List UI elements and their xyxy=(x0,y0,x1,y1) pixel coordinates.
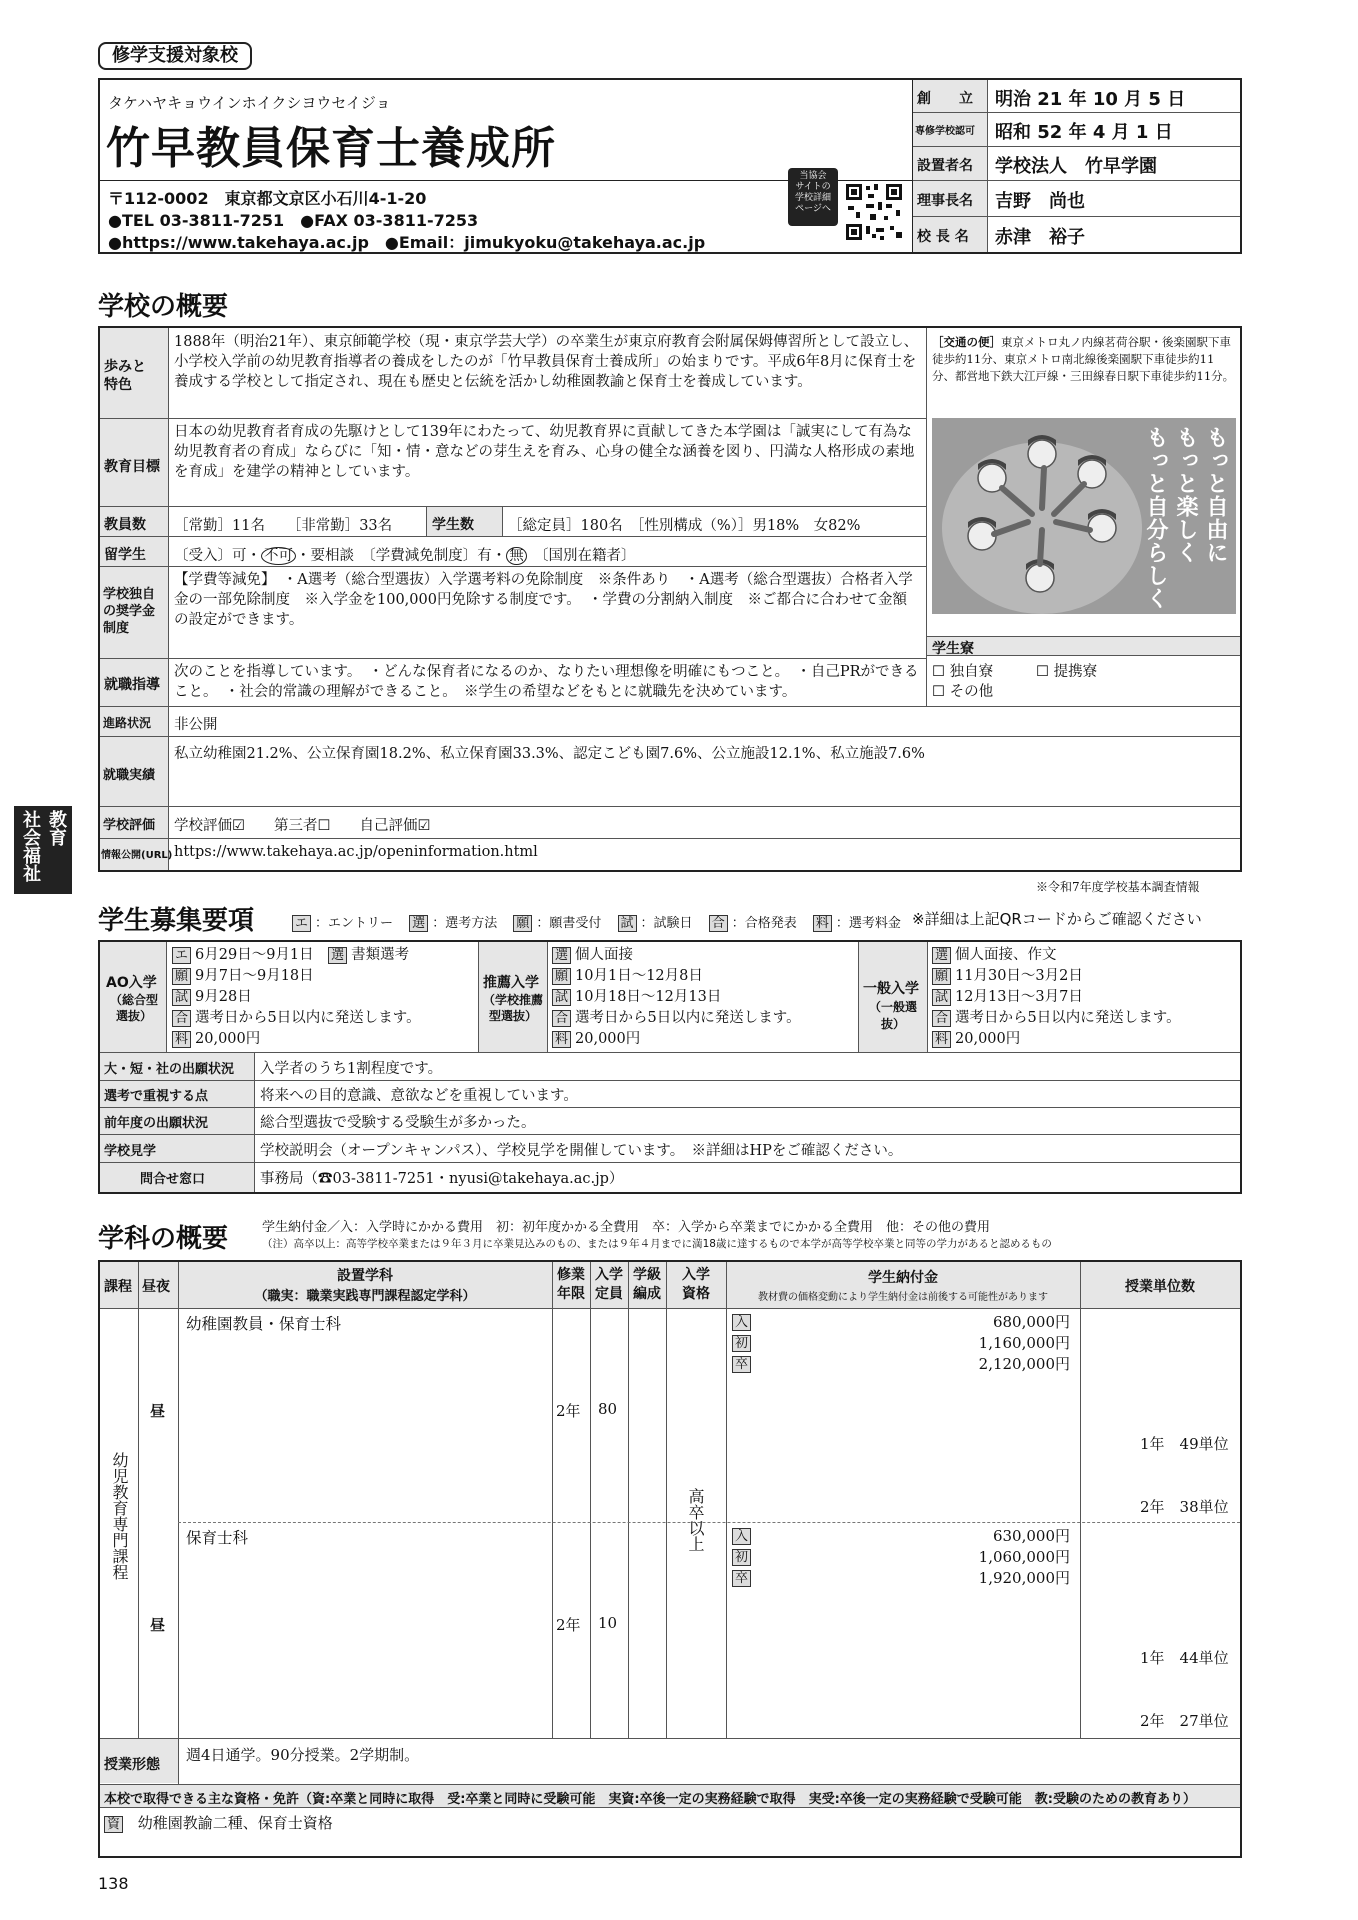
gen-apply-tag: 願 xyxy=(932,968,951,985)
eval-label: 学校評価 xyxy=(103,818,156,833)
info-value-principal: 赤津 裕子 xyxy=(995,227,1085,248)
gen-details xyxy=(932,945,1181,1050)
dept-table xyxy=(98,1260,1242,1858)
header-dept: 設置学科 xyxy=(337,1268,393,1284)
ao-select-tag: 選 xyxy=(328,947,347,964)
dept1-years: 2年 xyxy=(556,1402,581,1420)
legend-tag-fee: 料 xyxy=(813,915,832,932)
progress-text: 非公開 xyxy=(174,717,218,733)
dept2-name: 保育士科 xyxy=(186,1529,249,1547)
dept2-fee-total: 1,920,000円 xyxy=(978,1569,1070,1587)
ao-select: 書類選考 xyxy=(351,947,410,963)
info-value-approved: 昭和 52 年 4 月 1 日 xyxy=(995,122,1173,143)
fee-tag-total: 卒 xyxy=(732,1356,751,1373)
info-table xyxy=(913,80,1240,252)
school-url-email: ●https://www.takehaya.ac.jp ●Email：jimukyoku@takehaya.ac.jp xyxy=(108,233,706,252)
ao-fee-tag: 料 xyxy=(172,1031,191,1048)
rec-fee-tag: 料 xyxy=(552,1031,571,1048)
rec-label: 推薦入学 xyxy=(483,975,539,991)
dept-legend: 学生納付金／入：入学時にかかる費用 初：初年度かかる全費用 卒：入学から卒業までにかかる全費用 他：その他の費用 xyxy=(262,1220,991,1235)
intl-label: 留学生 xyxy=(104,547,146,563)
school-name: 竹早教員保育士養成所 xyxy=(106,123,556,174)
apply-status-value: 入学者のうち1割程度です。 xyxy=(260,1061,443,1077)
class-form-label: 授業形態 xyxy=(104,1757,160,1773)
header-dept-sub: （職実：職業実践専門課程認定学科） xyxy=(254,1289,476,1304)
intl-accept: 〔受入〕可・ xyxy=(174,548,261,564)
ao-details xyxy=(172,945,421,1050)
info-label-approved: 専修学校認可 xyxy=(915,126,975,137)
info-label-principal: 校 長 名 xyxy=(917,229,969,245)
page-number: 138 xyxy=(98,1874,129,1893)
qual-row xyxy=(104,1812,333,1833)
header-units: 授業単位数 xyxy=(1125,1279,1195,1295)
photo-slogan: もっと自由に もっと楽しく もっと自分らしく xyxy=(1143,426,1228,610)
rec-exam: 10月18日～12月13日 xyxy=(575,989,722,1005)
jobs-label: 就職実績 xyxy=(103,768,156,783)
dept1-fee-entry: 680,000円 xyxy=(992,1313,1070,1331)
header-years: 修業 年限 xyxy=(557,1267,585,1302)
header-fee: 学生納付金 xyxy=(868,1270,938,1286)
dept2-units-1: 1年 44単位 xyxy=(1140,1649,1229,1667)
disclosure-label: 情報公開(URL) xyxy=(101,850,173,861)
contact-value[interactable]: 事務局（☎03-3811-7251・nyusi@takehaya.ac.jp） xyxy=(260,1171,624,1187)
dept1-units-1: 1年 49単位 xyxy=(1140,1435,1229,1453)
ao-exam-tag: 試 xyxy=(172,989,191,1006)
dept-note: （注）高卒以上：高等学校卒業または９年３月に卒業見込みのもの、または９年４月までに満18歳に達するもので本学が高等学校卒業と同等の学力があると認めるもの xyxy=(262,1238,1052,1250)
overview-table xyxy=(98,326,1242,872)
header-fee-sub: 教材費の価格変動により学生納付金は前後する可能性があります xyxy=(758,1292,1048,1303)
info-value-founded: 明治 21 年 10 月 5 日 xyxy=(995,89,1186,110)
qual-header: 本校で取得できる主な資格・免許（資:卒業と同時に取得 受:卒業と同時に受験可能 実資:卒後一定の実務経験で取得 実受:卒後一定の実務経験で受験可能 教:受験のための教育あり） xyxy=(104,1792,1196,1807)
career-text: 次のことを指導しています。 ・どんな保育者になるのか、なりたい理想像を明確にもつこと。 ・自己PRができること。 ・社会的常識の理解ができること。 ※学生の希望などをもとに就職先を決めています。 xyxy=(174,664,919,700)
intl-mid: ・要相談 〔学費減免制度〕有・ xyxy=(296,548,507,564)
dept1-capacity: 80 xyxy=(598,1400,618,1418)
fee-tag-first: 初 xyxy=(732,1335,751,1352)
rec-select: 個人面接 xyxy=(575,947,634,963)
rec-pass: 選考日から5日以内に発送します。 xyxy=(575,1010,801,1026)
dept-heading: 学科の概要 xyxy=(98,1224,229,1254)
gen-label: 一般入学 xyxy=(863,981,919,997)
selection-focus-value: 将来への目的意識、意欲などを重視しています。 xyxy=(260,1088,578,1104)
teachers-label: 教員数 xyxy=(104,517,146,533)
dept1-fees xyxy=(900,1312,1070,1375)
school-header xyxy=(98,78,1242,254)
ao-exam: 9月28日 xyxy=(195,989,252,1005)
students-label: 学生数 xyxy=(432,517,474,533)
school-photo xyxy=(932,418,1236,614)
prev-year-label: 前年度の出願状況 xyxy=(104,1116,209,1131)
rec-details xyxy=(552,945,801,1050)
rec-pass-tag: 合 xyxy=(552,1010,571,1027)
prev-year-value: 総合型選抜で受験する受験生が多かった。 xyxy=(260,1115,536,1131)
disclosure-url[interactable]: https://www.takehaya.ac.jp/openinformation.html xyxy=(174,844,538,860)
scholarship-label: 学校独自 の奨学金 制度 xyxy=(103,587,156,636)
gen-apply: 11月30日～3月2日 xyxy=(955,968,1083,984)
info-label-founder: 設置者名 xyxy=(917,158,973,174)
ao-apply: 9月7日～9月18日 xyxy=(195,968,314,984)
dept2-daynight: 昼 xyxy=(150,1616,166,1634)
fee-tag-total: 卒 xyxy=(732,1570,751,1587)
dept1-fee-tags xyxy=(732,1312,755,1375)
ao-entry: 6月29日～9月1日 xyxy=(195,947,314,963)
legend-tag-entry: エ xyxy=(292,915,311,932)
fee-tag-entry: 入 xyxy=(732,1528,751,1545)
dept2-fees xyxy=(900,1526,1070,1589)
visit-label: 学校見学 xyxy=(104,1144,157,1159)
info-value-chair: 吉野 尚也 xyxy=(995,191,1085,212)
dorm-label: 学生寮 xyxy=(932,641,974,657)
dept1-daynight: 昼 xyxy=(150,1402,166,1420)
ao-fee: 20,000円 xyxy=(195,1031,261,1047)
gen-exam: 12月13日～3月7日 xyxy=(955,989,1083,1005)
access-label: ［交通の便］ xyxy=(932,335,1001,349)
legend-entry: ：エントリー xyxy=(315,916,394,931)
legend-pass: ：合格発表 xyxy=(731,916,797,931)
legend-tag-pass: 合 xyxy=(709,915,728,932)
overview-footnote: ※令和7年度学校基本調査情報 xyxy=(1036,880,1200,894)
recruit-table xyxy=(98,940,1242,1194)
dept2-years: 2年 xyxy=(556,1616,581,1634)
ao-pass-tag: 合 xyxy=(172,1010,191,1027)
legend-tag-select: 選 xyxy=(409,915,428,932)
fee-tag-first: 初 xyxy=(732,1549,751,1566)
qual-tag: 資 xyxy=(104,1816,123,1833)
qr-code[interactable] xyxy=(844,182,904,242)
qual-text: 幼稚園教諭二種、保育士資格 xyxy=(137,1814,333,1832)
access-block xyxy=(932,334,1236,385)
dept2-fee-first: 1,060,000円 xyxy=(978,1548,1070,1566)
apply-status-label: 大・短・社の出願状況 xyxy=(104,1062,235,1077)
gen-select-tag: 選 xyxy=(932,947,951,964)
access-text: 東京メトロ丸ノ内線茗荷谷駅・後楽園駅下車徒歩約11分、東京メトロ南北線後楽園駅下車徒歩約11分、都営地下鉄大江戸線・三田線春日駅下車徒歩約11分。 xyxy=(932,335,1235,383)
dept2-fee-entry: 630,000円 xyxy=(992,1527,1070,1545)
gen-fee: 20,000円 xyxy=(955,1031,1021,1047)
legend-select: ：選考方法 xyxy=(432,916,498,931)
students-text: ［総定員］180名 ［性別構成（%）］男18% 女82% xyxy=(508,518,861,534)
dept1-units xyxy=(1140,1392,1229,1560)
legend-tag-exam: 試 xyxy=(618,915,637,932)
qr-caption: 当協会 サイトの 学校詳細 ページへ xyxy=(788,168,838,226)
rec-select-tag: 選 xyxy=(552,947,571,964)
dept2-fee-tags xyxy=(732,1526,755,1589)
overview-heading: 学校の概要 xyxy=(98,292,229,322)
gen-fee-tag: 料 xyxy=(932,1031,951,1048)
dept1-fee-total: 2,120,000円 xyxy=(978,1355,1070,1373)
legend-fee: ：選考料金 xyxy=(835,916,901,931)
career-label: 就職指導 xyxy=(104,677,160,693)
ao-pass: 選考日から5日以内に発送します。 xyxy=(195,1010,421,1026)
progress-label: 進路状況 xyxy=(103,716,152,730)
dept1-name: 幼稚園教員・保育士科 xyxy=(186,1315,342,1333)
dorm-own: ☐ 独自寮 xyxy=(932,664,994,680)
rec-exam-tag: 試 xyxy=(552,989,571,1006)
qualification: 高卒以上 xyxy=(686,1488,705,1552)
class-form-value: 週4日通学。90分授業。2学期制。 xyxy=(186,1746,420,1764)
rec-fee: 20,000円 xyxy=(575,1031,641,1047)
school-address: 〒112-0002 東京都文京区小石川4-1-20 xyxy=(108,189,427,208)
jobs-text: 私立幼稚園21.2%、公立保育園18.2%、私立保育園33.3%、認定こども園7.6%、公立施設12.1%、私立施設7.6% xyxy=(174,746,925,762)
eval-text: 学校評価☑ 第三者☐ 自己評価☑ xyxy=(174,818,431,834)
header-grade: 学級 編成 xyxy=(633,1267,661,1302)
header-capacity: 入学 定員 xyxy=(595,1267,623,1302)
dorm-other: ☐ その他 xyxy=(932,684,994,700)
header-daynight: 昼夜 xyxy=(142,1279,170,1295)
rec-apply: 10月1日～12月8日 xyxy=(575,968,703,984)
dorm-partner: ☐ 提携寮 xyxy=(1036,664,1098,680)
ao-sub: （総合型 選抜） xyxy=(109,993,158,1023)
legend-apply: ：願書受付 xyxy=(536,916,602,931)
gen-select: 個人面接、作文 xyxy=(955,947,1057,963)
school-tel-fax: ●TEL 03-3811-7251 ●FAX 03-3811-7253 xyxy=(108,211,479,230)
recruit-legend xyxy=(292,912,901,932)
school-kana: タケハヤキョウインホイクシヨウセイジョ xyxy=(108,94,391,112)
history-label: 歩みと 特色 xyxy=(104,359,146,393)
contact-label: 問合せ窓口 xyxy=(140,1172,206,1187)
course-name: 幼児教育専門課程 xyxy=(110,1452,129,1580)
dept1-units-2: 2年 38単位 xyxy=(1140,1498,1229,1516)
intl-none-circled: 無 xyxy=(506,547,527,565)
dept2-units xyxy=(1140,1606,1229,1774)
goal-label: 教育目標 xyxy=(104,459,160,475)
rec-sub: （学校推薦 型選抜） xyxy=(482,993,543,1023)
dept1-fee-first: 1,160,000円 xyxy=(978,1334,1070,1352)
gen-exam-tag: 試 xyxy=(932,989,951,1006)
side-tab: 教育 社会福祉 xyxy=(14,806,72,894)
info-value-founder: 学校法人 竹早学園 xyxy=(995,156,1157,177)
selection-focus-label: 選考で重視する点 xyxy=(104,1089,209,1104)
fee-tag-entry: 入 xyxy=(732,1314,751,1331)
ao-apply-tag: 願 xyxy=(172,968,191,985)
history-text: 1888年（明治21年）、東京師範学校（現・東京学芸大学）の卒業生が東京府教育会附属保姆傳習所として設立し、小学校入学前の幼児教育指導者の養成をしたのが「竹早教員保育士養成所」の始まりです。平成6年8月に保育士を養成する学校として指定され、現在も歴史と伝統を活かし幼稚園教諭と保育士を養成しています。 xyxy=(174,334,919,390)
intl-text xyxy=(174,544,636,565)
info-label-chair: 理事長名 xyxy=(917,193,973,209)
ao-entry-tag: エ xyxy=(172,947,191,964)
intl-end: 〔国別在籍者〕 xyxy=(526,548,636,564)
info-label-founded: 創 立 xyxy=(917,91,973,107)
visit-value: 学校説明会（オープンキャンパス）、学校見学を開催しています。 ※詳細はHPをご確認ください。 xyxy=(260,1143,903,1159)
scholarship-text: 【学費等減免】 ・A選考（総合型選抜）入学選考料の免除制度 ※条件あり ・A選考（総合型選抜）合格者入学金の一部免除制度 ※入学金を100,000円免除する制度です。 ・学費の分割納入制度 ※ご都合に合わせて金額の設定ができます。 xyxy=(174,572,913,628)
legend-exam: ：試験日 xyxy=(640,916,693,931)
header-course: 課程 xyxy=(104,1279,132,1295)
rec-apply-tag: 願 xyxy=(552,968,571,985)
dept2-capacity: 10 xyxy=(598,1614,618,1632)
teachers-text: ［常勤］11名 ［非常勤］33名 xyxy=(174,518,393,534)
intl-no-circled: 不可 xyxy=(261,547,296,565)
dept2-units-2: 2年 27単位 xyxy=(1140,1712,1229,1730)
gen-pass: 選考日から5日以内に発送します。 xyxy=(955,1010,1181,1026)
legend-tag-apply: 願 xyxy=(513,915,532,932)
recruit-heading: 学生募集要項 xyxy=(98,906,255,936)
gen-pass-tag: 合 xyxy=(932,1010,951,1027)
header-qual: 入学 資格 xyxy=(682,1267,710,1302)
ao-label: AO入学 xyxy=(106,975,157,991)
recruit-note: ※詳細は上記QRコードからご確認ください xyxy=(912,910,1202,928)
goal-text: 日本の幼児教育者育成の先駆けとして139年にわたって、幼児教育界に貢献してきた本学園は「誠実にして有為な幼児教育者の育成」ならびに「知・情・意などの芽生えを育み、心身の健全な涵養を図り、円満な人格形成の素地を育成」を建学の精神としています。 xyxy=(174,424,915,480)
gen-sub: （一般選抜） xyxy=(868,1000,917,1031)
support-badge: 修学支援対象校 xyxy=(98,42,252,70)
